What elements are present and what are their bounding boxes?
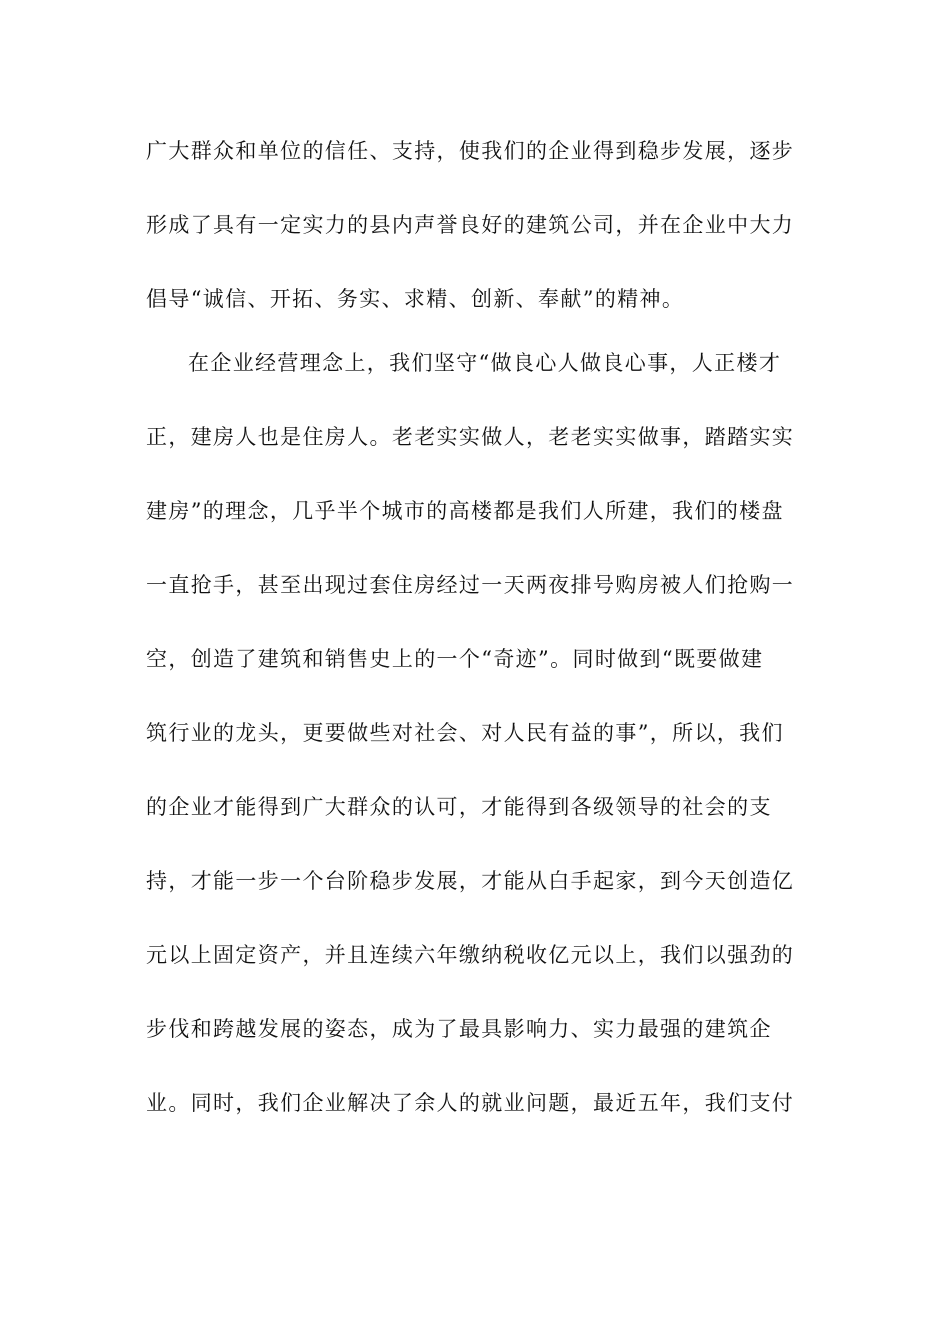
text-line: 的企业才能得到广大群众的认可，才能得到各级领导的社会的支 [146, 795, 772, 819]
text-line: 空，创造了建筑和销售史上的一个“奇迹”。同时做到“既要做建 [146, 647, 764, 671]
text-line: 建房”的理念，几乎半个城市的高楼都是我们人所建，我们的楼盘 [146, 499, 784, 523]
text-line: 元以上固定资产，并且连续六年缴纳税收亿元以上，我们以强劲的 [146, 943, 795, 967]
text-line: 步伐和跨越发展的姿态，成为了最具影响力、实力最强的建筑企 [146, 1017, 772, 1041]
text-line: 筑行业的龙头，更要做些对社会、对人民有益的事”，所以，我们 [146, 721, 784, 745]
text-line: 正，建房人也是住房人。老老实实做人，老老实实做事，踏踏实实 [146, 425, 795, 449]
text-line: 持，才能一步一个台阶稳步发展，才能从白手起家，到今天创造亿 [146, 869, 795, 893]
text-line: 倡导“诚信、开拓、务实、求精、创新、奉献”的精神。 [146, 287, 685, 311]
text-line: 形成了具有一定实力的县内声誉良好的建筑公司，并在企业中大力 [146, 213, 795, 237]
text-line: 业。同时，我们企业解决了余人的就业问题，最近五年，我们支付 [146, 1091, 795, 1115]
text-line: 广大群众和单位的信任、支持，使我们的企业得到稳步发展，逐步 [146, 139, 795, 163]
paragraph-first-line: 在企业经营理念上，我们坚守“做良心人做良心事，人正楼才 [188, 351, 782, 375]
text-line: 一直抢手，甚至出现过套住房经过一天两夜排号购房被人们抢购一 [146, 573, 795, 597]
